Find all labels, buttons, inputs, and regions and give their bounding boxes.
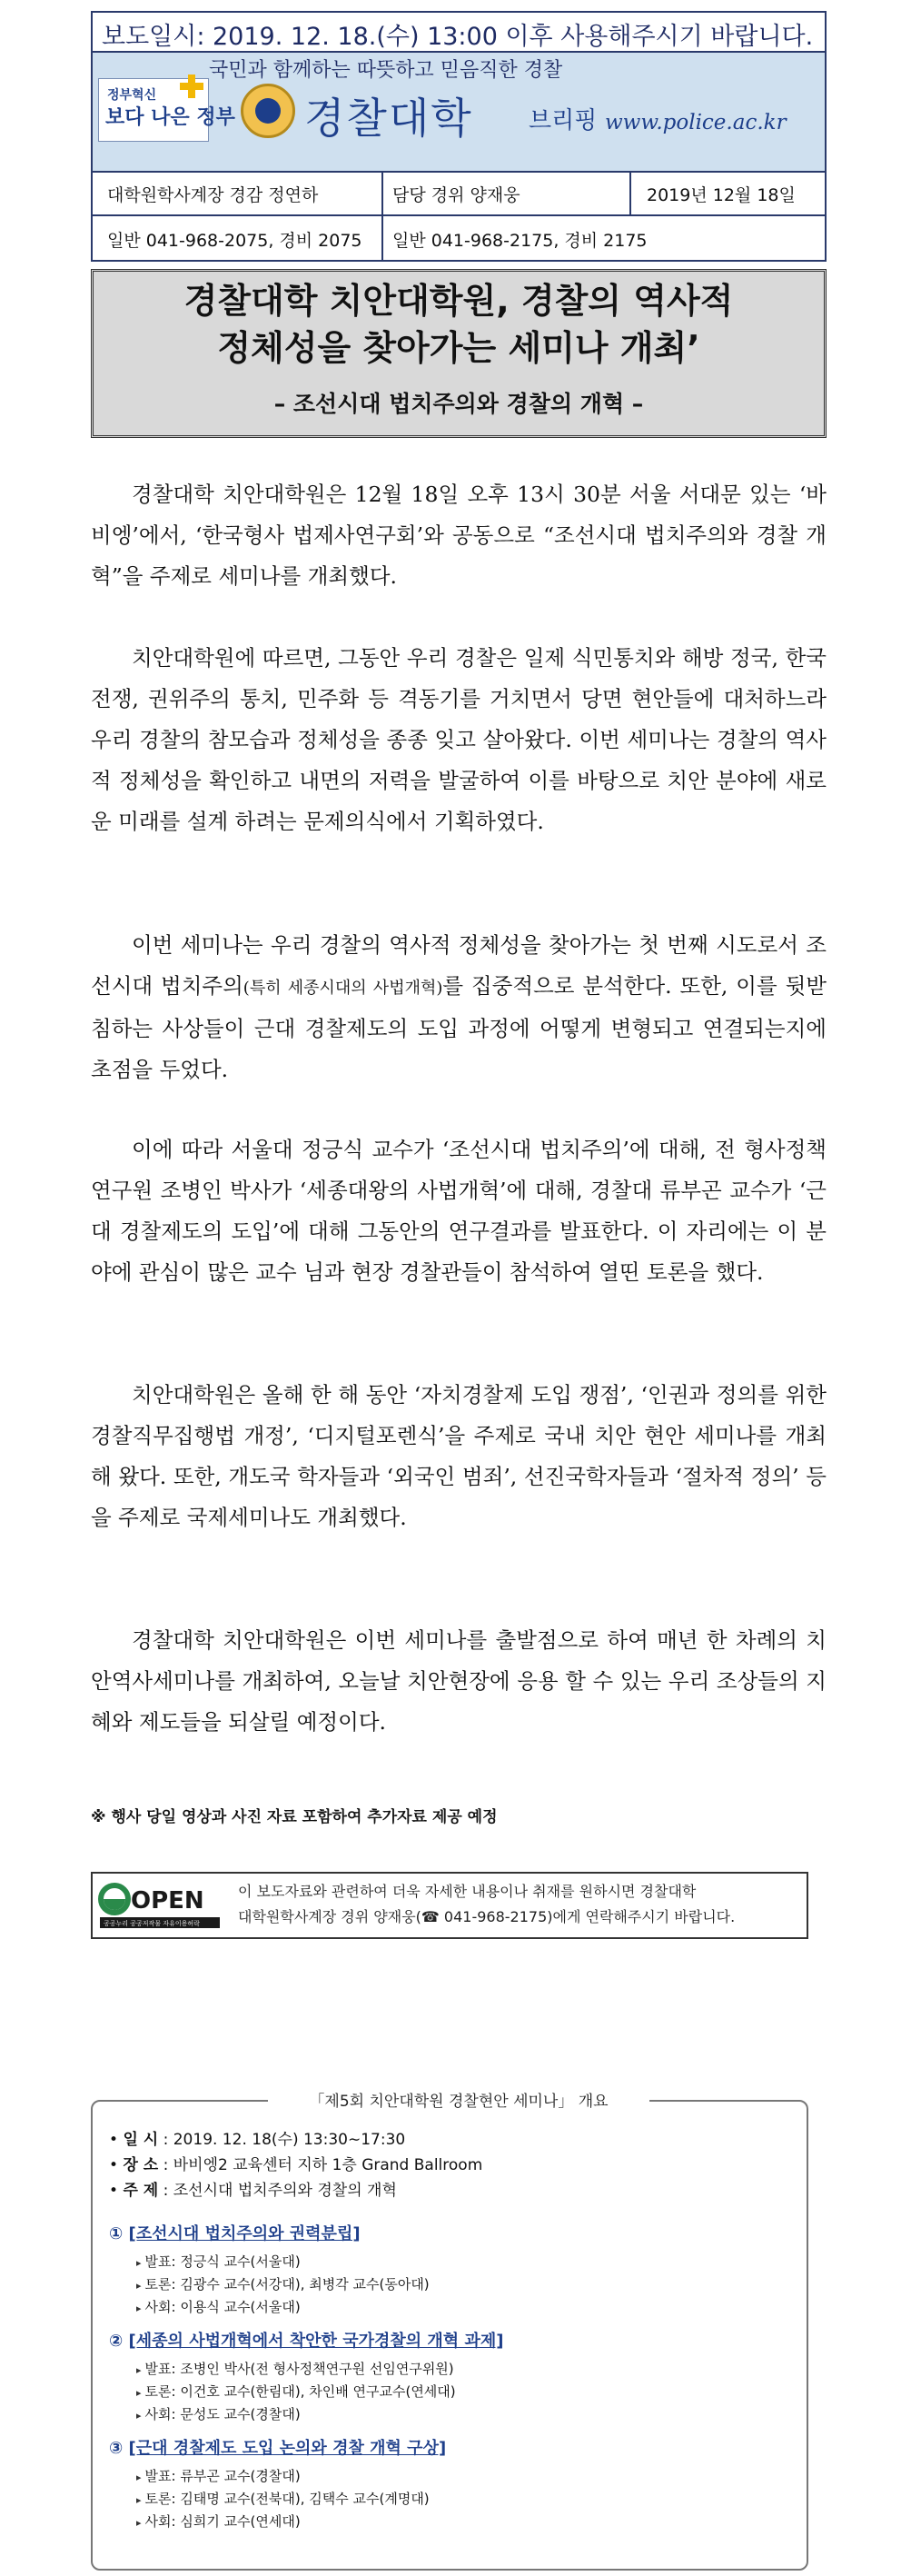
event-date-label: 일 시	[123, 2131, 159, 2149]
session-3-moderator	[136, 2511, 301, 2531]
header-column-divider	[381, 171, 383, 260]
session-2-discussant	[136, 2382, 456, 2401]
triangle-bullet-icon: ▸	[136, 2257, 142, 2269]
triangle-bullet-icon: ▸	[136, 2387, 142, 2399]
open-logo-subtext: 공공누리 공공저작물 자유이용허락	[104, 1920, 200, 1927]
headline-line2: 정체성을 찾아가는 세미나 개최’	[217, 328, 700, 368]
event-date-value: : 2019. 12. 18(수) 13:30∼17:30	[163, 2131, 406, 2149]
contact-dept: 대학원학사계장 경감 정연하	[107, 185, 319, 205]
headline-line1: 경찰대학 치안대학원, 경찰의 역사적	[183, 281, 734, 321]
event-place-label: 장 소	[123, 2156, 159, 2174]
triangle-bullet-icon: ▸	[136, 2280, 142, 2292]
body-paragraph-5: 치안대학원은 올해 한 해 동안 ‘자치경찰제 도입 쟁점’, ‘인권과 정의를 위한 경찰직무집행법 개정’, ‘디지털포렌식’을 주제로 국내 치안 현안 세미나를 개최해 왔다. 또한, 개도국 학자들과 ‘외국인 범죄’, 선진국학자들과 ‘절차적 정의’ 등을 주제로 국제세미나도 개최했다.	[91, 1382, 827, 1530]
header-divider	[93, 214, 825, 216]
session-1-label: [조선시대 법치주의와 권력분립]	[128, 2224, 361, 2243]
triangle-bullet-icon: ▸	[136, 2410, 142, 2422]
session-1-number: ①	[109, 2224, 124, 2243]
p3-text-c: 를 집중적으로 분석한다. 또한, 이를 뒷받침하는 사상들이 근대 경찰제도의 도입 과정에 어떻게 변형되고 연결되는지에 초점을 두었다.	[91, 973, 827, 1082]
body-paragraph-6: 경찰대학 치안대학원은 이번 세미나를 출발점으로 하여 매년 한 차례의 치안역사세미나를 개최하여, 오늘날 치안현장에 응용 할 수 있는 우리 조상들의 지혜와 제도들을 되살릴 예정이다.	[91, 1627, 827, 1735]
session-2-number: ②	[109, 2332, 124, 2351]
open-license-text	[238, 1879, 801, 1930]
slogan: 국민과 함께하는 따뜻하고 믿음직한 경찰	[209, 59, 563, 82]
session-3-moderator-text: 사회: 심희기 교수(연세대)	[144, 2513, 301, 2530]
session-1-discussant-text: 토론: 김광수 교수(서강대), 최병각 교수(동아대)	[144, 2276, 430, 2293]
event-place-value: : 바비엥2 교육센터 지하 1층 Grand Ballroom	[163, 2156, 483, 2174]
session-3-discussant-text: 토론: 김태명 교수(전북대), 김택수 교수(계명대)	[144, 2491, 430, 2507]
open-license-logo-icon	[96, 1879, 223, 1932]
body-paragraph-2: 치안대학원에 따르면, 그동안 우리 경찰은 일제 식민통치와 해방 정국, 한국전쟁, 권위주의 통치, 민주화 등 격동기를 거치면서 당면 현안들에 대처하느라 우리 경찰의 참모습과 정체성을 종종 잊고 살아왔다. 이번 세미나는 경찰의 역사적 정체성을 확인하고 내면의 저력을 발굴하여 이를 바탕으로 치안 분야에 새로운 미래를 설계 하려는 문제의식에서 기획하였다.	[91, 645, 827, 834]
police-emblem-center	[255, 98, 281, 124]
plus-icon	[178, 73, 205, 100]
gov-logo-big-text: 보다 나은 정부	[105, 106, 235, 129]
session-1-moderator-text: 사회: 이용식 교수(서울대)	[144, 2299, 301, 2315]
event-date: • 일 시 : 2019. 12. 18(수) 13:30∼17:30	[109, 2131, 406, 2149]
session-2-moderator-text: 사회: 문성도 교수(경찰대)	[144, 2406, 301, 2422]
session-3-title	[109, 2435, 446, 2459]
event-summary-title: 「제5회 치안대학원 경찰현안 세미나」 개요	[309, 2093, 609, 2111]
additional-material-note: ※ 행사 당일 영상과 사진 자료 포함하여 추가자료 제공 예정	[91, 1808, 498, 1826]
event-place: • 장 소 : 바비엥2 교육센터 지하 1층 Grand Ballroom	[109, 2156, 483, 2174]
session-1-presenter-text: 발표: 정긍식 교수(서울대)	[144, 2253, 301, 2270]
triangle-bullet-icon: ▸	[136, 2364, 142, 2376]
session-1-moderator	[136, 2297, 301, 2316]
session-2-presenter	[136, 2359, 454, 2378]
session-2-moderator	[136, 2404, 301, 2423]
gov-logo-small-text: 정부혁신	[107, 88, 157, 103]
embargo-notice: 보도일시: 2019. 12. 18.(수) 13:00 이후 사용해주시기 바랍니다.	[91, 11, 827, 53]
session-2-presenter-text: 발표: 조병인 박사(전 형사정책연구원 선임연구위원)	[144, 2361, 454, 2377]
open-logo-text: OPEN	[131, 1887, 204, 1915]
body-paragraph-1: 경찰대학 치안대학원은 12월 18일 오후 13시 30분 서울 서대문 있는 ‘바비엥’에서, ‘한국형사 법제사연구회’와 공동으로 “조선시대 법치주의와 경찰 개혁”을 주제로 세미나를 개최했다.	[91, 482, 827, 589]
open-text-line2: 대학원학사계장 경위 양재웅(☎ 041-968-2175)에게 연락해주시기 바랍니다.	[238, 1908, 736, 1925]
session-1-title	[109, 2221, 361, 2244]
brand-title: 경찰대학	[304, 94, 473, 143]
phone-dept: 일반 041-968-2075, 경비 2075	[107, 231, 362, 251]
triangle-bullet-icon: ▸	[136, 2302, 142, 2314]
p3-inline-note: (특히 세종시대의 사법개혁)	[243, 979, 443, 998]
website-url[interactable]: www.police.ac.kr	[605, 111, 787, 134]
p3-text-a: 이번 세미나는 우리 경찰의 역사적 정체성을 찾아가는 첫 번째 시도로서 조선시대 법치주의	[91, 932, 827, 999]
session-1-presenter	[136, 2252, 301, 2271]
phone-person: 일반 041-968-2175, 경비 2175	[392, 231, 648, 251]
brand-briefing: 브리핑	[529, 107, 598, 134]
triangle-bullet-icon: ▸	[136, 2517, 142, 2529]
session-2-label: [세종의 사법개혁에서 착안한 국가경찰의 개혁 과제]	[128, 2332, 504, 2351]
header-divider	[93, 171, 825, 173]
session-2-discussant-text: 토론: 이건호 교수(한림대), 차인배 연구교수(연세대)	[144, 2383, 456, 2400]
open-text-line1: 이 보도자료와 관련하여 더욱 자세한 내용이나 취재를 원하시면 경찰대학	[238, 1883, 697, 1900]
session-3-discussant	[136, 2489, 430, 2508]
session-1-discussant	[136, 2274, 430, 2293]
session-3-presenter	[136, 2466, 301, 2485]
session-2-title	[109, 2328, 503, 2352]
body-paragraph-3	[91, 925, 827, 1090]
body-paragraph-4: 이에 따라 서울대 정긍식 교수가 ‘조선시대 법치주의’에 대해, 전 형사정책연구원 조병인 박사가 ‘세종대왕의 사법개혁’에 대해, 경찰대 류부곤 교수가 ‘근대 경찰제도의 도입’에 대해 그동안의 연구결과를 발표한다. 이 자리에는 이 분야에 관심이 많은 교수 님과 현장 경찰관들이 참석하여 열띤 토론을 했다.	[91, 1137, 827, 1285]
contact-person: 담당 경위 양재웅	[392, 185, 520, 205]
event-topic: • 주 제 : 조선시대 법치주의와 경찰의 개혁	[109, 2182, 397, 2200]
triangle-bullet-icon: ▸	[136, 2472, 142, 2483]
event-topic-value: : 조선시대 법치주의와 경찰의 개혁	[163, 2182, 397, 2200]
header-column-divider	[629, 171, 631, 214]
session-3-label: [근대 경찰제도 도입 논의와 경찰 개혁 구상]	[128, 2439, 447, 2458]
release-date: 2019년 12월 18일	[647, 185, 796, 205]
session-3-number: ③	[109, 2439, 124, 2458]
triangle-bullet-icon: ▸	[136, 2494, 142, 2506]
headline-subtitle: – 조선시대 법치주의와 경찰의 개혁 –	[273, 391, 644, 417]
event-topic-label: 주 제	[123, 2182, 159, 2200]
session-3-presenter-text: 발표: 류부곤 교수(경찰대)	[144, 2468, 301, 2484]
